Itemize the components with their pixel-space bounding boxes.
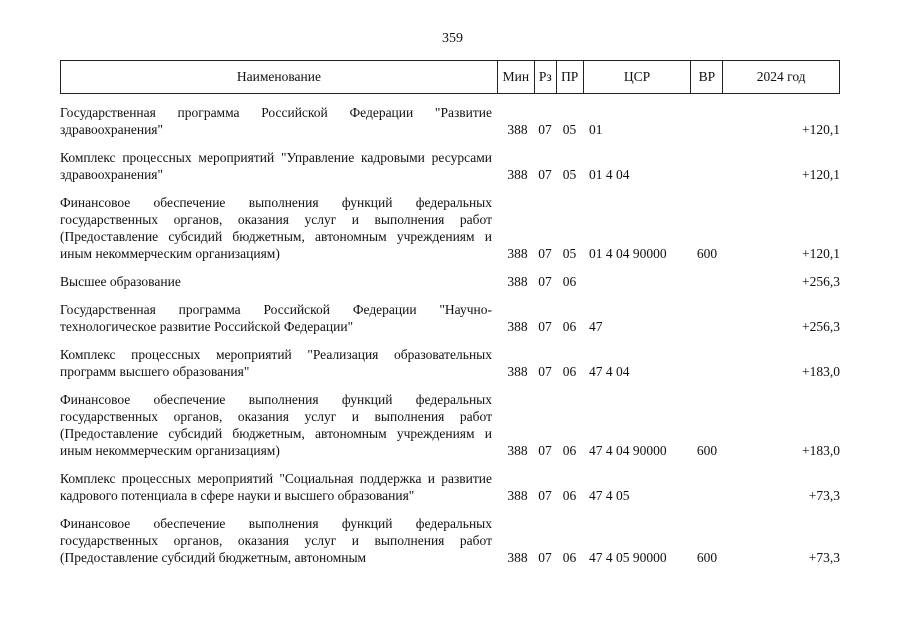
header-csr: ЦСР <box>583 61 691 93</box>
row-min: 388 <box>507 443 528 458</box>
row-value: +183,0 <box>802 443 840 458</box>
row-csr: 01 4 04 90000 <box>589 246 667 261</box>
row-csr: 01 <box>589 122 603 137</box>
table-header <box>60 60 840 94</box>
table-row <box>60 346 840 380</box>
row-rz: 07 <box>538 246 552 261</box>
header-min: Мин <box>497 61 534 93</box>
row-name: Государственная программа Российской Федерации "Развитие здравоохранения" <box>60 105 492 137</box>
row-rz: 07 <box>538 364 552 379</box>
table-row <box>60 104 840 138</box>
row-value: +183,0 <box>802 364 840 379</box>
row-pr: 05 <box>562 246 577 261</box>
row-name: Финансовое обеспечение выполнения функций федеральных государственных органов, оказания услуг и выполнения работ (Предоставление субсидий бюджетным, автономным учреждениям и иным некоммерческим организациям) <box>60 195 492 261</box>
header-name: Наименование <box>236 69 321 84</box>
row-rz: 07 <box>538 443 552 458</box>
row-csr: 47 4 04 90000 <box>589 443 667 458</box>
row-value: +256,3 <box>802 274 840 289</box>
header-pr: ПР <box>556 61 583 93</box>
table-row <box>60 301 840 335</box>
row-min: 388 <box>507 246 528 261</box>
row-pr: 06 <box>562 488 577 503</box>
table-row <box>60 273 840 290</box>
row-pr: 06 <box>562 274 577 289</box>
header-vr: ВР <box>690 61 722 93</box>
row-rz: 07 <box>538 319 552 334</box>
row-name: Комплекс процессных мероприятий "Управление кадровыми ресурсами здравоохранения" <box>60 150 492 182</box>
row-name: Финансовое обеспечение выполнения функций федеральных государственных органов, оказания услуг и выполнения работ (Предоставление субсидий бюджетным, автономным <box>60 516 492 565</box>
table-row <box>60 391 840 459</box>
row-name: Высшее образование <box>60 274 181 289</box>
row-min: 388 <box>507 167 528 182</box>
row-value: +120,1 <box>802 246 840 261</box>
row-csr: 47 4 04 <box>589 364 630 379</box>
row-min: 388 <box>507 488 528 503</box>
row-csr: 01 4 04 <box>589 167 630 182</box>
row-min: 388 <box>507 550 528 565</box>
table-row <box>60 194 840 262</box>
row-min: 388 <box>507 122 528 137</box>
row-name: Финансовое обеспечение выполнения функций федеральных государственных органов, оказания услуг и выполнения работ (Предоставление субсидий бюджетным, автономным учреждениям и иным некоммерческим организациям) <box>60 392 492 458</box>
row-csr: 47 <box>589 319 603 334</box>
header-year: 2024 год <box>722 61 839 93</box>
table-row <box>60 515 840 566</box>
row-rz: 07 <box>538 122 552 137</box>
row-name: Государственная программа Российской Федерации "Научно-технологическое развитие Российской Федерации" <box>60 302 492 334</box>
row-rz: 07 <box>538 167 552 182</box>
row-value: +120,1 <box>802 122 840 137</box>
row-name: Комплекс процессных мероприятий "Реализация образовательных программ высшего образования" <box>60 347 492 379</box>
row-vr: 600 <box>696 550 718 565</box>
row-min: 388 <box>507 274 528 289</box>
row-csr: 47 4 05 <box>589 488 630 503</box>
row-rz: 07 <box>538 550 552 565</box>
table-body <box>60 104 840 577</box>
table-row <box>60 149 840 183</box>
row-value: +256,3 <box>802 319 840 334</box>
row-pr: 06 <box>562 550 577 565</box>
row-value: +73,3 <box>808 488 840 503</box>
row-name: Комплекс процессных мероприятий "Социальная поддержка и развитие кадрового потенциала в сфере науки и высшего образования" <box>60 471 492 503</box>
row-min: 388 <box>507 364 528 379</box>
header-rz: Рз <box>534 61 556 93</box>
row-csr: 47 4 05 90000 <box>589 550 667 565</box>
row-pr: 05 <box>562 122 577 137</box>
row-pr: 06 <box>562 443 577 458</box>
page-number: 359 <box>442 31 463 46</box>
row-min: 388 <box>507 319 528 334</box>
row-rz: 07 <box>538 488 552 503</box>
row-value: +120,1 <box>802 167 840 182</box>
row-pr: 05 <box>562 167 577 182</box>
row-pr: 06 <box>562 364 577 379</box>
row-vr: 600 <box>696 246 718 261</box>
row-pr: 06 <box>562 319 577 334</box>
row-vr: 600 <box>696 443 718 458</box>
row-value: +73,3 <box>808 550 840 565</box>
row-rz: 07 <box>538 274 552 289</box>
table-row <box>60 470 840 504</box>
